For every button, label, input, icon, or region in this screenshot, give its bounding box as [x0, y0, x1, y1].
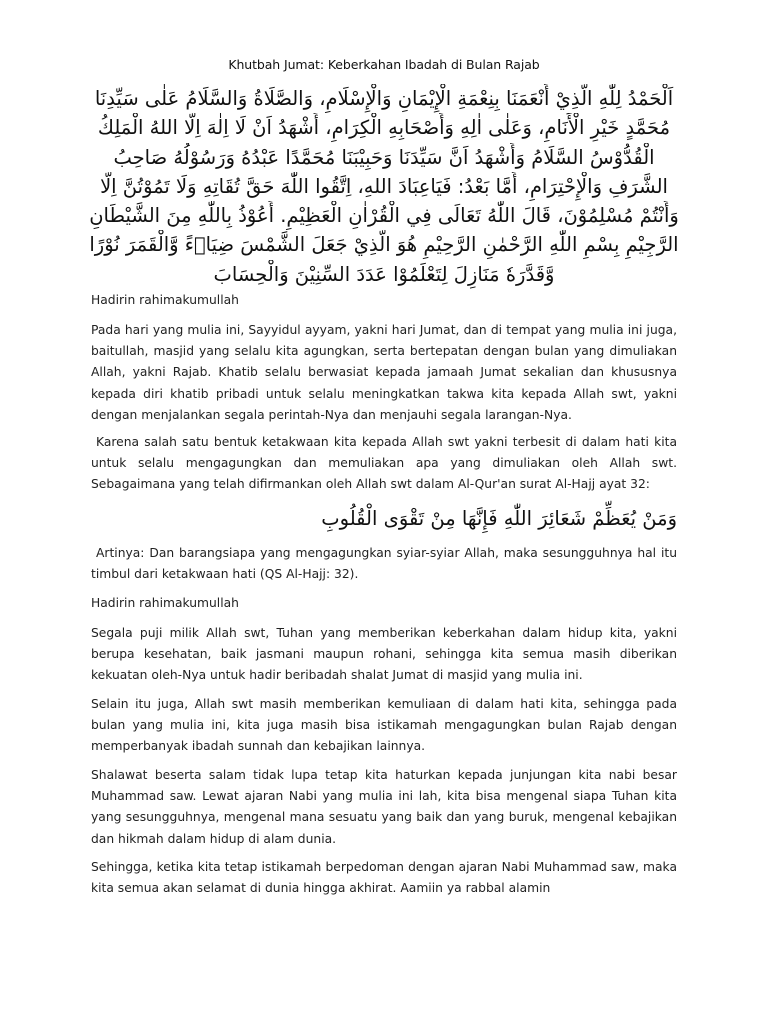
- arabic-line-2: مُحَمَّدٍ خَيْرِ الْأَنَامِ، وَعَلٰى اٰلِهِ وَأَصْحَابِهِ الْكِرَامِ، أَشْهَدُ اَنْ لَا اِلٰهَ اِلَّا اللهُ الْمَلِكُ: [97, 116, 671, 140]
- arabic-line-5: وَأَنْتُمْ مُسْلِمُوْنَ، قَالَ اللّٰهُ تَعَالَى فِي الْقُرْاٰنِ الْعَظِيْمِ. أَعُوْذُ بِاللّٰهِ مِنَ الشَّيْطَانِ: [89, 204, 679, 228]
- arabic-line-6: الرَّجِيْمِ بِسْمِ اللّٰهِ الرَّحْمٰنِ الرَّحِيْمِ هُوَ الَّذِيْ جَعَلَ الشَّمْسَ ضِيَاۤءً وَّالْقَمَرَ نُوْرًا: [89, 233, 679, 257]
- arabic-line-7: وَّقَدَّرَهٗ مَنَازِلَ لِتَعْلَمُوْا عَدَدَ السِّنِيْنَ وَالْحِسَابَ: [213, 262, 555, 286]
- arabic-line-3: الْقُدُّوْسُ السَّلَامُ وَأَشْهَدُ اَنَّ سَيِّدَنَا وَحَبِيْبَنَا مُحَمَّدًا عَبْدُهُ وَرَسُوْلُهُ صَاحِبُ: [113, 145, 655, 169]
- opening-arabic-text: [88, 84, 680, 289]
- arabic-line-4: الشَّرَفِ وَالْإِحْتِرَامِ، أَمَّا بَعْدُ: فَيَاعِبَادَ اللهِ، اِتَّقُوا اللّٰهَ حَقَّ تُقَاتِهِ وَلَا تَمُوْتُنَّ اِلَّا: [100, 174, 668, 198]
- quran-verse-arabic: وَمَنْ يُعَظِّمْ شَعَائِرَ اللّٰهِ فَإِنَّهَا مِنْ تَقْوَى الْقُلُوبِ: [321, 507, 677, 530]
- salutation-2: Hadirin rahimakumullah: [91, 596, 239, 610]
- paragraph-6: Sehingga, ketika kita tetap istikamah berpedoman dengan ajaran Nabi Muhammad saw, maka kita semua akan selamat di dunia hingga akhirat. Aamiin ya rabbal alamin: [91, 860, 677, 896]
- arabic-line-1: اَلْحَمْدُ لِلّٰهِ الَّذِيْ أَنْعَمَنَا بِنِعْمَةِ الْإِيْمَانِ وَالْإِسْلَامِ، وَالصَّلَاةُ وَالسَّلَامُ عَلٰى سَيِّدِنَا: [94, 87, 674, 110]
- document-title: Khutbah Jumat: Keberkahan Ibadah di Bulan Rajab: [228, 57, 540, 72]
- paragraph-2: Karena salah satu bentuk ketakwaan kita kepada Allah swt yakni terbesit di dalam hati kita untuk selalu mengagungkan dan memuliakan apa yang dimuliakan oleh Allah swt. Sebagaimana yang telah difirmankan oleh Allah swt dalam Al-Qur'an surat Al-Hajj ayat 32:: [91, 435, 677, 492]
- paragraph-1: Pada hari yang mulia ini, Sayyidul ayyam, yakni hari Jumat, dan di tempat yang mulia ini juga, baitullah, masjid yang selalu kita agungkan, serta bertepatan dengan bulan yang dimuliakan Allah, yakni Rajab. Khatib selalu berwasiat kepada jamaah Jumat sekalian dan khususnya kepada diri khatib pribadi untuk selalu meningkatkan takwa kita kepada Allah swt, yakni dengan menjalankan segala perintah-Nya dan menjauhi segala larangan-Nya.: [91, 323, 677, 422]
- paragraph-5: Shalawat beserta salam tidak lupa tetap kita haturkan kepada junjungan kita nabi besar Muhammad saw. Lewat ajaran Nabi yang mulia ini lah, kita bisa mengenal siapa Tuhan kita yang sesungguhnya, mengenal mana sesuatu yang baik dan yang buruk, mengenal kebajikan dan hikmah dalam hidup di alam dunia.: [91, 768, 677, 846]
- salutation-1: Hadirin rahimakumullah: [91, 293, 239, 307]
- verse-translation: Artinya: Dan barangsiapa yang mengagungkan syiar-syiar Allah, maka sesungguhnya hal itu timbul dari ketakwaan hati (QS Al-Hajj: 32).: [91, 546, 677, 582]
- paragraph-4: Selain itu juga, Allah swt masih memberikan kemuliaan di dalam hati kita, sehingga pada bulan yang mulia ini, kita juga masih bisa istikamah mengagungkan bulan Rajab dengan memperbanyak ibadah sunnah dan kebajikan lainnya.: [91, 697, 677, 754]
- paragraph-3: Segala puji milik Allah swt, Tuhan yang memberikan keberkahan dalam hidup kita, yakni berupa kesehatan, baik jasmani maupun rohani, sehingga kita semua masih diberikan kekuatan oleh-Nya untuk hadir beribadah shalat Jumat di masjid yang mulia ini.: [91, 626, 677, 683]
